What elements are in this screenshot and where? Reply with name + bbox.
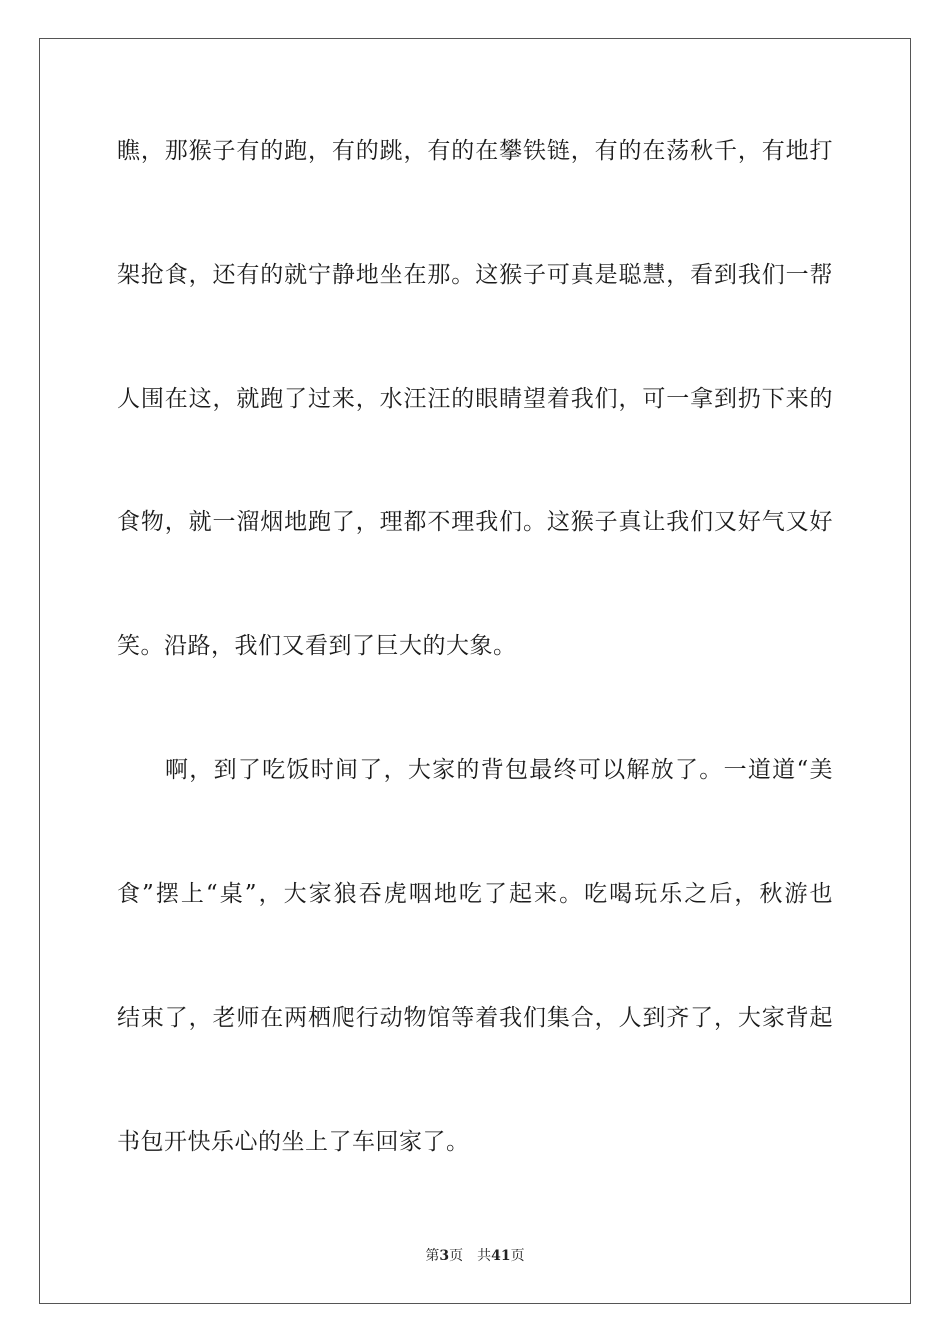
- body-text-line: 架抢食，还有的就宁静地坐在那。这猴子可真是聪慧，看到我们一帮: [117, 262, 833, 288]
- body-text-line: 书包开快乐心的坐上了车回家了。: [117, 1129, 470, 1155]
- total-pages: 41: [491, 1248, 511, 1264]
- page-footer: [0, 1246, 950, 1266]
- paragraph-first-line: 啊，到了吃饭时间了，大家的背包最终可以解放了。一道道“美: [165, 757, 833, 783]
- body-text-line: 结束了，老师在两栖爬行动物馆等着我们集合，人到齐了，大家背起: [117, 1005, 833, 1031]
- total-prefix: 共: [477, 1248, 492, 1264]
- page-border: [39, 38, 911, 1304]
- body-text-line: 笑。沿路，我们又看到了巨大的大象。: [117, 633, 517, 659]
- page-number: 3: [439, 1248, 450, 1264]
- page-suffix: 页: [449, 1248, 464, 1264]
- body-text-line: 食”摆上“桌”，大家狼吞虎咽地吃了起来。吃喝玩乐之后，秋游也: [117, 881, 833, 907]
- body-text-line: 瞧，那猴子有的跑，有的跳，有的在攀铁链，有的在荡秋千，有地打: [117, 138, 833, 164]
- total-suffix: 页: [510, 1248, 525, 1264]
- page-prefix: 第: [425, 1248, 440, 1264]
- body-text-line: 人围在这，就跑了过来，水汪汪的眼睛望着我们，可一拿到扔下来的: [117, 386, 833, 412]
- body-text-line: 食物，就一溜烟地跑了，理都不理我们。这猴子真让我们又好气又好: [117, 509, 833, 535]
